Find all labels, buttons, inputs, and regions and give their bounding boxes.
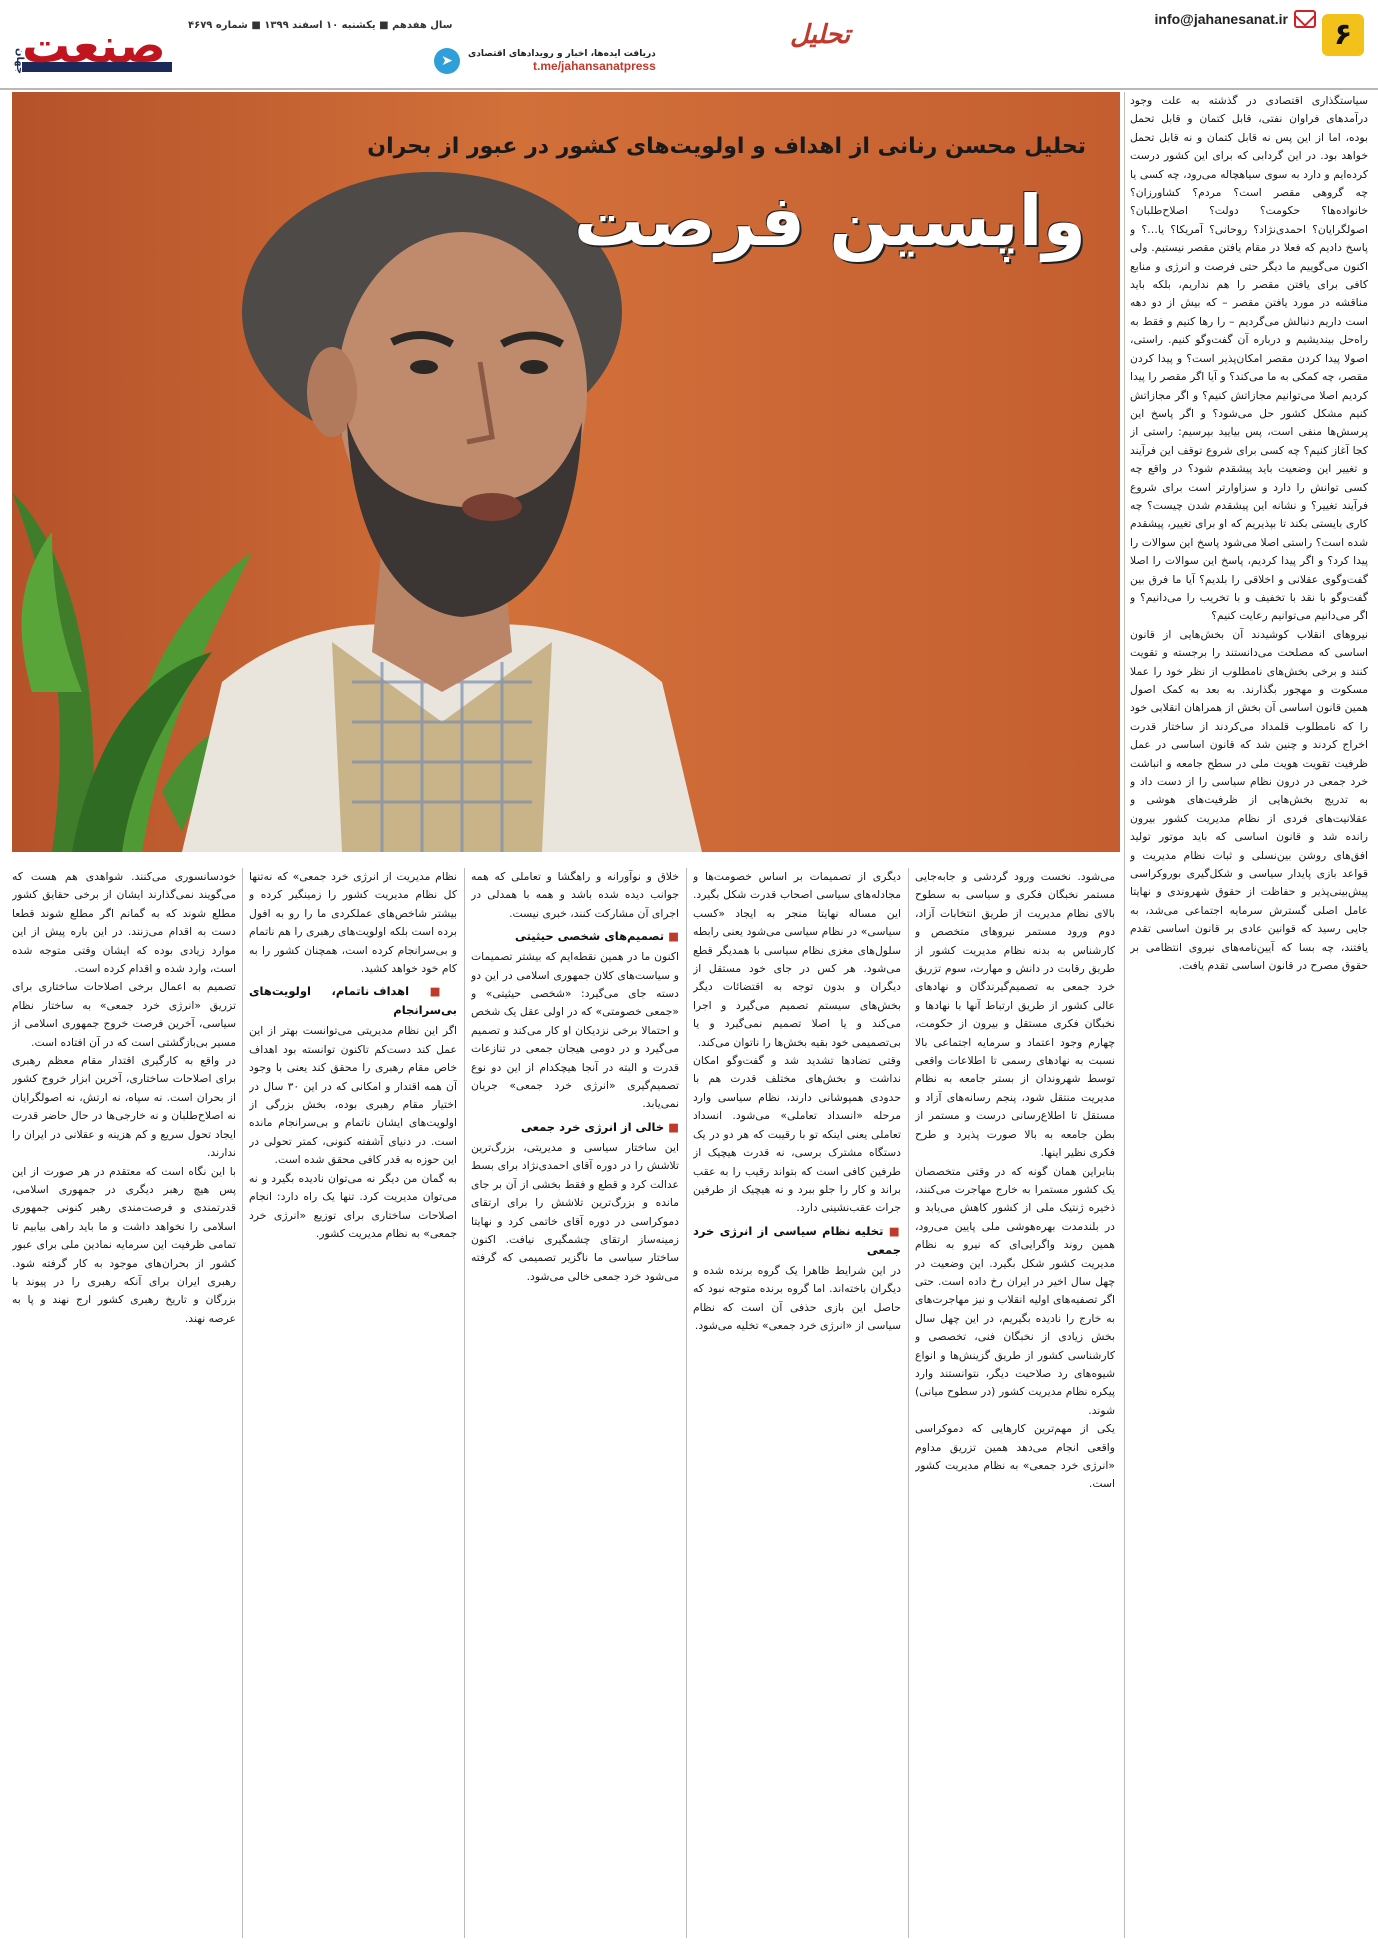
article-paragraph: وقتی تضادها تشدید شد و گفت‌وگو امکان نداشت و بخش‌های مختلف قدرت هم با حدودی همپوشانی دارند، نظام سیاسی وارد مرحله «انسداد تعاملی» می‌شود. انسداد تعاملی یعنی اینکه تو با رقیبت که هر دو در یک دستگاه مشترک برسی، نه قدرت هیچیک از طرفین کافی است که بتواند رقیب را به عقب براند و کار را جلو ببرد و نه هیچیک از طرفین جرات عقب‌نشینی دارد. xyxy=(693,1054,901,1215)
column-divider xyxy=(908,868,909,1938)
column-divider xyxy=(242,868,243,1938)
column-2 xyxy=(693,868,901,1938)
article-paragraph: اکنون ما در همین نقطه‌ایم که بیشتر تصمیمات و سیاست‌های کلان جمهوری اسلامی در این دو دسته جای می‌گیرد: «شخصی حیثیتی» و «جمعی خصومتی» که در اولی عقل یک شخص و احتمالا برخی نزدیکان او کار می‌کند و تصمیم می‌گیرد و در دومی هیجان جمعی در تنازعات قدرت و البته در آنجا هیچکدام از این دو نوع تصمیم‌گیری «انرژی خرد جمعی» جریان نمی‌یابد. xyxy=(471,950,679,1111)
telegram-link[interactable]: t.me/jahansanatpress xyxy=(533,59,656,73)
column-divider xyxy=(1124,92,1125,1938)
email-address[interactable]: info@jahanesanat.ir xyxy=(1154,11,1288,27)
article-subheading: ■ تصمیم‌های شخصی حیثیتی xyxy=(471,927,679,946)
page-header xyxy=(0,0,1378,90)
article-paragraph: در این شرایط ظاهرا یک گروه برنده شده و دیگران باخته‌اند. اما گروه برنده متوجه نبود که حاصل این بازی حذفی آن است که نظام سیاسی از «انرژی خرد جمعی» تخلیه می‌شود. xyxy=(693,1263,901,1332)
article-subheading: ■ اهداف ناتمام، اولویت‌های بی‌سرانجام xyxy=(249,982,457,1020)
telegram-icon[interactable]: ➤ xyxy=(434,48,460,74)
newspaper-logo[interactable] xyxy=(12,18,182,74)
article-paragraph: اگر این نظام مدیریتی می‌توانست بهتر از این عمل کند دست‌کم تاکنون توانسته بود اهداف خاص مقام رهبری را محقق کند یعنی با وجود آن همه اقتدار و امکانی که در این ۳۰ سال در اختیار مقام رهبری بوده، بخش بزرگی از اولویت‌های ایشان ناتمام و بی‌سرانجام مانده است. در دنیای آشفته کنونی، کمتر تحولی در این حوزه به قدر کافی محقق شده است. xyxy=(249,1024,457,1167)
logo-subtext: جهان xyxy=(14,48,25,75)
article-paragraph: خلاق و نوآورانه و راهگشا و تعاملی که همه جوانب دیده شده باشد و همه با همدلی در اجرای آن مشارکت کنند، خبری نیست. xyxy=(471,870,679,920)
article-paragraph: بنابراین همان گونه که در وقتی متخصصان یک کشور مستمرا به خارج مهاجرت می‌کنند، ذخیره ژنتیک ملی از کشور کاهش می‌یابد و در بلندمدت بهره‌هوشی ملی پایین می‌رود، همین روند واگرایی‌ای که نیرو به نظام مدیریت کشور شکل بگیرد. این وضعیت در چهل سال اخیر در ایران رخ داده است. حتی اگر تصفیه‌های اولیه انقلاب و نیز مهاجرت‌های به خارج را نادیده بگیریم، در این چهل سال بخش زیادی از نخبگان فنی، تخصصی و کارشناسی کشور از طریق گزینش‌ها و انواع شیوه‌های رد صلاحیت دیگر، نتوانستند وارد پیکره نظام مدیریت کشور (در سطوح میانی) شوند. xyxy=(915,1164,1115,1417)
column-4 xyxy=(249,868,457,1938)
article-paragraph: این ساختار سیاسی و مدیریتی، بزرگ‌ترین تلاشش را در دوره آقای احمدی‌نژاد برای بسط عدالت کرد و قطع و فقط بخشی از آن بر جای مانده و بزرگ‌ترین تلاشش را برای ارتقای دموکراسی در دوره آقای خاتمی کرد و نهایتا زمینه‌ساز ارتقای چشمگیری نیافت. اکنون ساختار سیاسی ما ناگزیر تصمیمی که گرفته می‌شود خرد جمعی خالی می‌شود. xyxy=(471,1140,679,1283)
logo-wordmark: صنعت xyxy=(22,18,166,74)
telegram-block[interactable] xyxy=(434,48,656,74)
envelope-icon xyxy=(1294,10,1316,28)
article-subheading: ■ خالی از انرژی خرد جمعی xyxy=(471,1118,679,1137)
article-paragraph: سیاستگذاری اقتصادی در گذشته به علت وجود درآمدهای فراوان نفتی، قابل کتمان و قابل تحمل بوده، اما از این پس نه قابل کتمان و نه قابل تحمل خواهد بود. در این گردابی که برای این کشور درست کرده‌ایم و دارد به سوی سیاهچاله می‌رود، چه کسی یا چه گروهی مقصر است؟ مردم؟ کشاورزان؟ خانواده‌ها؟ حکومت؟ دولت؟ اصلاح‌طلبان؟ اصولگرایان؟ احمدی‌نژاد؟ روحانی؟ آمریکا؟ یا…؟ و پاسخ دادیم که فعلا در مقام یافتن مقصر نیستیم. ولی اکنون می‌گوییم ما دیگر حتی فرصت و انرژی و منابع کافی برای یافتن مقصر را هم نداریم، بلکه باید مناقشه در مورد یافتن مقصر – که بیش از دو دهه است داریم دنبالش می‌گردیم – را رها کنیم و فقط به راه‌حل بیندیشیم و درباره آن گفت‌وگو کنیم. راستی، اصولا پیدا کردن مقصر امکان‌پذیر است؟ و پیدا کردن مقصر، چه کمکی به ما می‌کند؟ و آیا اگر مقصر را پیدا کردیم اصلا می‌توانیم مجازاتش کنیم؟ و اگر مجازاتش کنیم مشکل کشور حل می‌شود؟ و اگر پاسخ این پرسش‌ها منفی است، پس بیایید بپرسیم: راستی از کجا آغاز کنیم؟ چه کسی برای شروع توقف این فرآیند و تغییر این وضعیت باید پیشقدم شود؟ در واقع چه کسی توانش را دارد و سزاوارتر است برای شروع فرآیند تغییر؟ و نشانه این پیشقدم شدن چیست؟ چه کاری بایستی بکند تا بپذیریم که او برای تغییر، پیشقدم شده است؟ راستی اصلا می‌شود پاسخ این سوالات را پیدا کرد؟ و اگر پیدا کردیم، پاسخ این سوالات را اصلا گفت‌وگوی عقلانی و اخلاقی را بلدیم؟ آیا ما فرق بین گفت‌وگو با نقد با تخفیف و با تخریب را می‌دانیم؟ و اگر می‌دانیم می‌توانیم رعایت کنیم؟ xyxy=(1130,94,1368,623)
article-subheading: ■ تخلیه نظام سیاسی از انرژی خرد جمعی xyxy=(693,1222,901,1260)
column-divider xyxy=(686,868,687,1938)
article-paragraph: دیگری از تصمیمات بر اساس خصومت‌ها و مجادله‌های سیاسی اصحاب قدرت شکل بگیرد. این مساله نهایتا منجر به ایجاد «کسب سیاسی» در نظام سیاسی می‌شود یعنی رابطه سلول‌های مغزی نظام سیاسی با همدیگر قطع می‌شود. هر کس در جای خود مستقل از دیگران و بدون توجه به اقتضائات دیگر بخش‌های سیستم تصمیم می‌گیرد و اجرا می‌کند و یا اصلا تصمیم نمی‌گیرد و یا بی‌تصمیمی خود بقیه بخش‌ها را ناتوان می‌کند. xyxy=(693,870,901,1049)
email-contact[interactable] xyxy=(1155,10,1316,28)
article-paragraph: با این نگاه است که معتقدم در هر صورت از این پس هیچ رهبر دیگری در جمهوری اسلامی، قدرتمندی و فرصت‌مندی رهبر کنونی جمهوری اسلامی را نخواهد داشت و ما باید راهی بیابیم تا تمامی ظرفیت این سرمایه نمادین ملی برای عبور کشور از بحران‌های موجود به کار گرفته شود. رهبری ایران برای آنکه رهبری را در پیوند با بزرگان و تاریخ رهبری کشور ارج نهند و پا به عرصه نهند. xyxy=(12,1164,236,1325)
article-paragraph: نظام مدیریت از انرژی خرد جمعی» که نه‌تنها کل نظام مدیریت کشور را زمینگیر کرده و بیشتر شاخص‌های عملکردی ما را رو به افول برده است بلکه اولویت‌های رهبری را هم ناتمام و بی‌سرانجام کرده است، همچنان کشور را به کام خود خواهد کشید. xyxy=(249,870,457,976)
column-side xyxy=(1130,92,1368,1938)
article-subtitle: تحلیل محسن رنانی از اهداف و اولویت‌های کشور در عبور از بحران xyxy=(367,134,1086,159)
column-3 xyxy=(471,868,679,1938)
column-1 xyxy=(915,868,1115,1938)
column-5 xyxy=(12,868,236,1938)
article-paragraph: در واقع به کارگیری اقتدار مقام معظم رهبری برای اصلاحات ساختاری، آخرین ابزار خروج کشور از بحران است. نه سپاه، نه ارتش، نه اصولگرایان نه اصلاح‌طلبان و نه خارجی‌ها در حال حاضر قدرت ایجاد تحول سریع و کم هزینه و عقلانی در ایران را ندارند. xyxy=(12,1054,236,1160)
article-paragraph: یکی از مهم‌ترین کارهایی که دموکراسی واقعی انجام می‌دهد همین تزریق مداوم «انرژی خرد جمعی» به نظام مدیریت کشور است. xyxy=(915,1422,1115,1491)
page-number: ۶ xyxy=(1322,14,1364,56)
article-paragraph: نیروهای انقلاب کوشیدند آن بخش‌هایی از قانون اساسی که مصلحت می‌دانستند را برجسته و تقویت کنند و برخی بخش‌های نامطلوب از نظر خود را عملا مسکوت و مهجور بگذارند. به بعد به کمک اصول همین قانون اساسی آن بخش از همراهان انقلابی خود را که نامطلوب قلمداد می‌کردند از ساختار قدرت اخراج کردند و چنین شد که قانون اساسی در عمل ظرفیت تقویت هویت ملی در سطح جامعه و انباشت خرد جمعی در درون نظام سیاسی را از دست داد و به تدریج بخش‌هایی از ظرفیت‌های هوشی و عقلانیت‌های فردی از نظام مدیریت کشور بیرون رانده شد و قانون اساسی که باید موتور تولید افق‌های روشن بین‌نسلی و ثبات نظام مدیریت و قواعد بازی پایدار سیاسی و شکل‌گیری بوروکراسی پیش‌بینی‌پذیر و حفاظت از حقوق شهروندی و نهایتا عامل اصلی گسترش سرمایه اجتماعی می‌شد، به جایی رسید که قوانین عادی بر قانون اساسی تقدم یافتند، چه بسا که آیین‌نامه‌های نیروی انتظامی بر حقوق مصرح در قانون اساسی تقدم یافت. xyxy=(1130,627,1368,973)
column-divider xyxy=(464,868,465,1938)
telegram-caption: دریافت ایده‌ها، اخبار و رویدادهای اقتصادی xyxy=(468,49,656,59)
article-paragraph: تصمیم به اعمال برخی اصلاحات ساختاری برای تزریق «انرژی خرد جمعی» به ساختار نظام سیاسی، آخرین فرصت خروج جمهوری اسلامی از مسیر بی‌بازگشتی است که در آن افتاده است. xyxy=(12,980,236,1049)
issue-meta: سال هفدهم ■ یکشنبه ۱۰ اسفند ۱۳۹۹ ■ شماره ۴۶۷۹ xyxy=(188,20,453,31)
portrait-photo xyxy=(162,162,722,852)
article-paragraph: خودسانسوری می‌کنند. شواهدی هم هست که می‌گویند نمی‌گذارند ایشان از برخی حقایق کشور مطلع شوند که به گمانم اگر مطلع شوند قطعا دست به اقدام می‌زنند. در این باره پیش از این موارد زیادی بوده که ایشان وقتی متوجه شده است، وارد شده و اقدام کرده است. xyxy=(12,870,236,976)
article-title: واپسین فرصت xyxy=(573,180,1086,262)
section-label: تحلیل xyxy=(790,20,851,50)
article-paragraph: به گمان من دیگر نه می‌توان نادیده بگیرد و نه می‌توان مدیریت کرد. تنها یک راه دارد: انجام اصلاحات ساختاری برای توزیع «انرژی خرد جمعی» به نظام مدیریت کشور. xyxy=(249,1171,457,1240)
article-paragraph: می‌شود. نخست ورود گردشی و جابه‌جایی مستمر نخبگان فکری و سیاسی به سطوح بالای نظام مدیریت از طریق انتخابات آزاد، دوم ورود مستمر نیروهای متخصص و کارشناس به بدنه نظام مدیریت کشور از طریق رقابت در دانش و مهارت، سوم تزریق خرد جمعی به تصمیم‌گیرندگان و نهادهای عالی کشور از طریق ارتباط آنها با نهادها و نخبگان فکری مستقل و بیرون از حکومت، چهارم وجود اعتماد و سرمایه اجتماعی بالا نسبت به نهادهای رسمی تا اطلاعات واقعی توسط شهروندان از بستر جامعه به نظام مدیریت منتقل شود، پنجم رسانه‌های آزاد و مستقل تا اطلاع‌رسانی درست و مستمر از بطن جامعه به بالا صورت پذیرد و طرح فکری نظیر اینها. xyxy=(915,870,1115,1160)
hero-photo xyxy=(12,92,1120,852)
